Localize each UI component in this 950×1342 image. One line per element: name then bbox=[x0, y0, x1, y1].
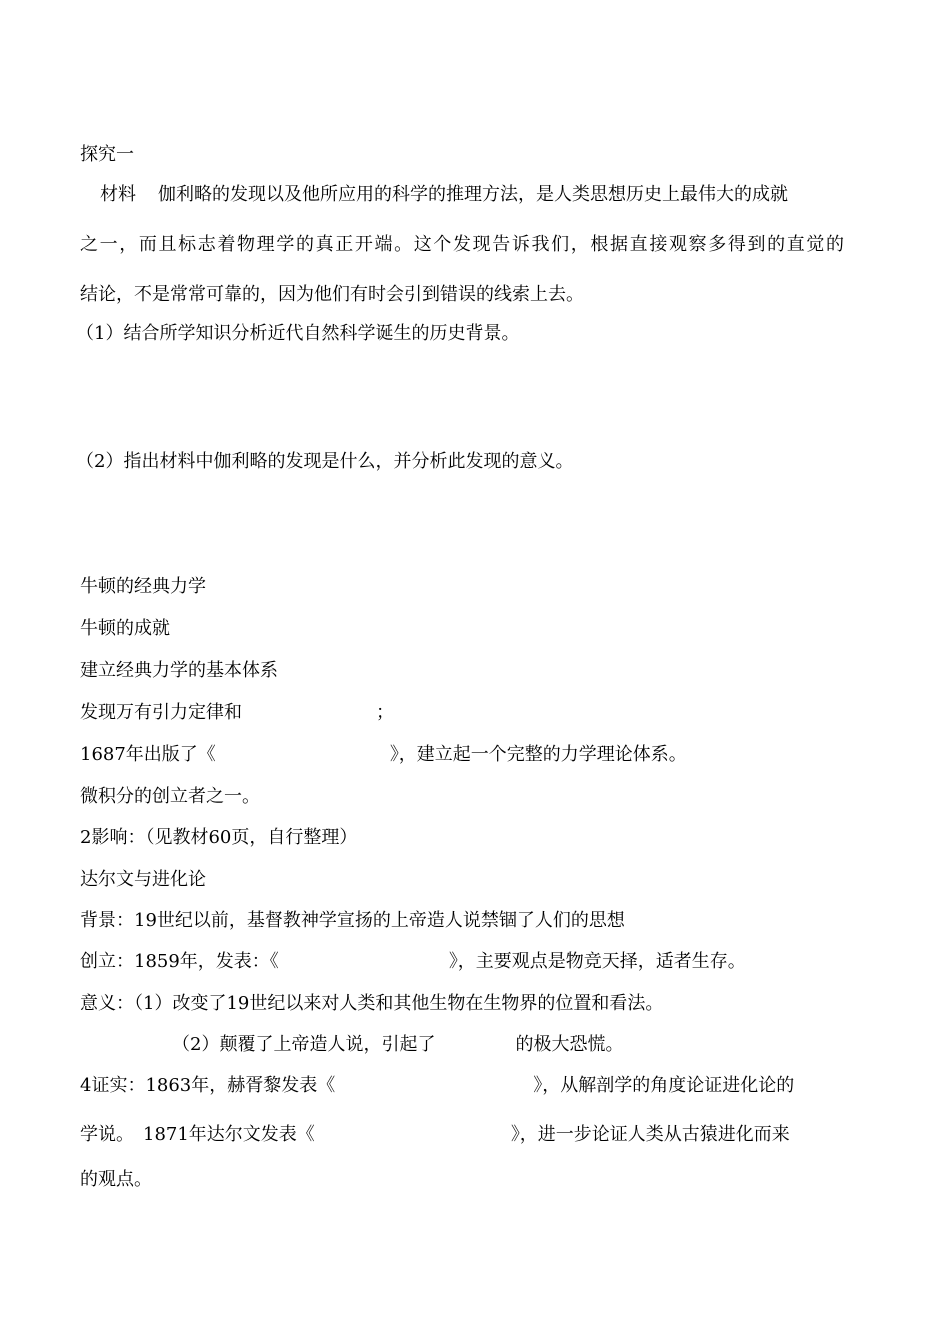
newton-item-3-text: 1687年出版了《 bbox=[80, 744, 216, 765]
newton-subtitle: 牛顿的成就 bbox=[80, 618, 170, 639]
darwin-proof-3: 的观点。 bbox=[80, 1169, 152, 1190]
material-label: 材料 bbox=[100, 184, 136, 205]
newton-item-4: 微积分的创立者之一。 bbox=[80, 786, 260, 807]
question-2: （2）指出材料中伽利略的发现是什么，并分析此发现的意义。 bbox=[76, 451, 574, 472]
material-line-3: 结论，不是常常可靠的，因为他们有时会引到错误的线索上去。 bbox=[80, 284, 584, 305]
darwin-title: 达尔文与进化论 bbox=[80, 869, 206, 890]
darwin-proof-2-text: 学说。 1871年达尔文发表《 bbox=[80, 1124, 315, 1145]
darwin-proof-2 bbox=[80, 1123, 790, 1147]
darwin-proof-1 bbox=[80, 1074, 794, 1098]
darwin-significance-2-end: 的极大恐慌。 bbox=[515, 1034, 624, 1055]
material-line-2: 之一，而且标志着物理学的真正开端。这个发现告诉我们，根据直接观察多得到的直觉的 bbox=[80, 234, 844, 255]
newton-title: 牛顿的经典力学 bbox=[80, 576, 206, 597]
newton-item-3 bbox=[80, 743, 687, 767]
newton-item-1: 建立经典力学的基本体系 bbox=[80, 660, 278, 681]
darwin-background: 背景：19世纪以前，基督教神学宣扬的上帝造人说禁锢了人们的思想 bbox=[80, 910, 625, 931]
newton-influence: 2影响：（见教材60页，自行整理） bbox=[80, 827, 358, 848]
darwin-proof-1-end: 》，从解剖学的角度论证进化论的 bbox=[533, 1075, 795, 1096]
newton-item-2-text: 发现万有引力定律和 bbox=[80, 702, 242, 723]
darwin-significance-1: 意义：（1）改变了19世纪以来对人类和其他生物在生物界的位置和看法。 bbox=[80, 993, 664, 1014]
darwin-founding-end: 》，主要观点是物竞天择，适者生存。 bbox=[448, 951, 746, 972]
darwin-founding bbox=[80, 950, 746, 974]
darwin-significance-2 bbox=[172, 1033, 623, 1057]
darwin-founding-text: 创立：1859年，发表：《 bbox=[80, 951, 279, 972]
darwin-proof-1-text: 4证实：1863年，赫胥黎发表《 bbox=[80, 1075, 336, 1096]
darwin-proof-2-end: 》，进一步论证人类从古猿进化而来 bbox=[510, 1124, 790, 1145]
darwin-significance-2-text: （2）颠覆了上帝造人说，引起了 bbox=[172, 1034, 436, 1055]
newton-item-2 bbox=[80, 701, 394, 725]
material-line-1 bbox=[100, 183, 788, 207]
newton-item-3-end: 》，建立起一个完整的力学理论体系。 bbox=[389, 744, 687, 765]
inquiry-heading: 探究一 bbox=[80, 144, 134, 165]
material-text-1: 伽利略的发现以及他所应用的科学的推理方法，是人类思想历史上最伟大的成就 bbox=[158, 184, 788, 205]
newton-item-2-end: ； bbox=[376, 702, 394, 723]
question-1: （1）结合所学知识分析近代自然科学诞生的历史背景。 bbox=[76, 323, 520, 344]
